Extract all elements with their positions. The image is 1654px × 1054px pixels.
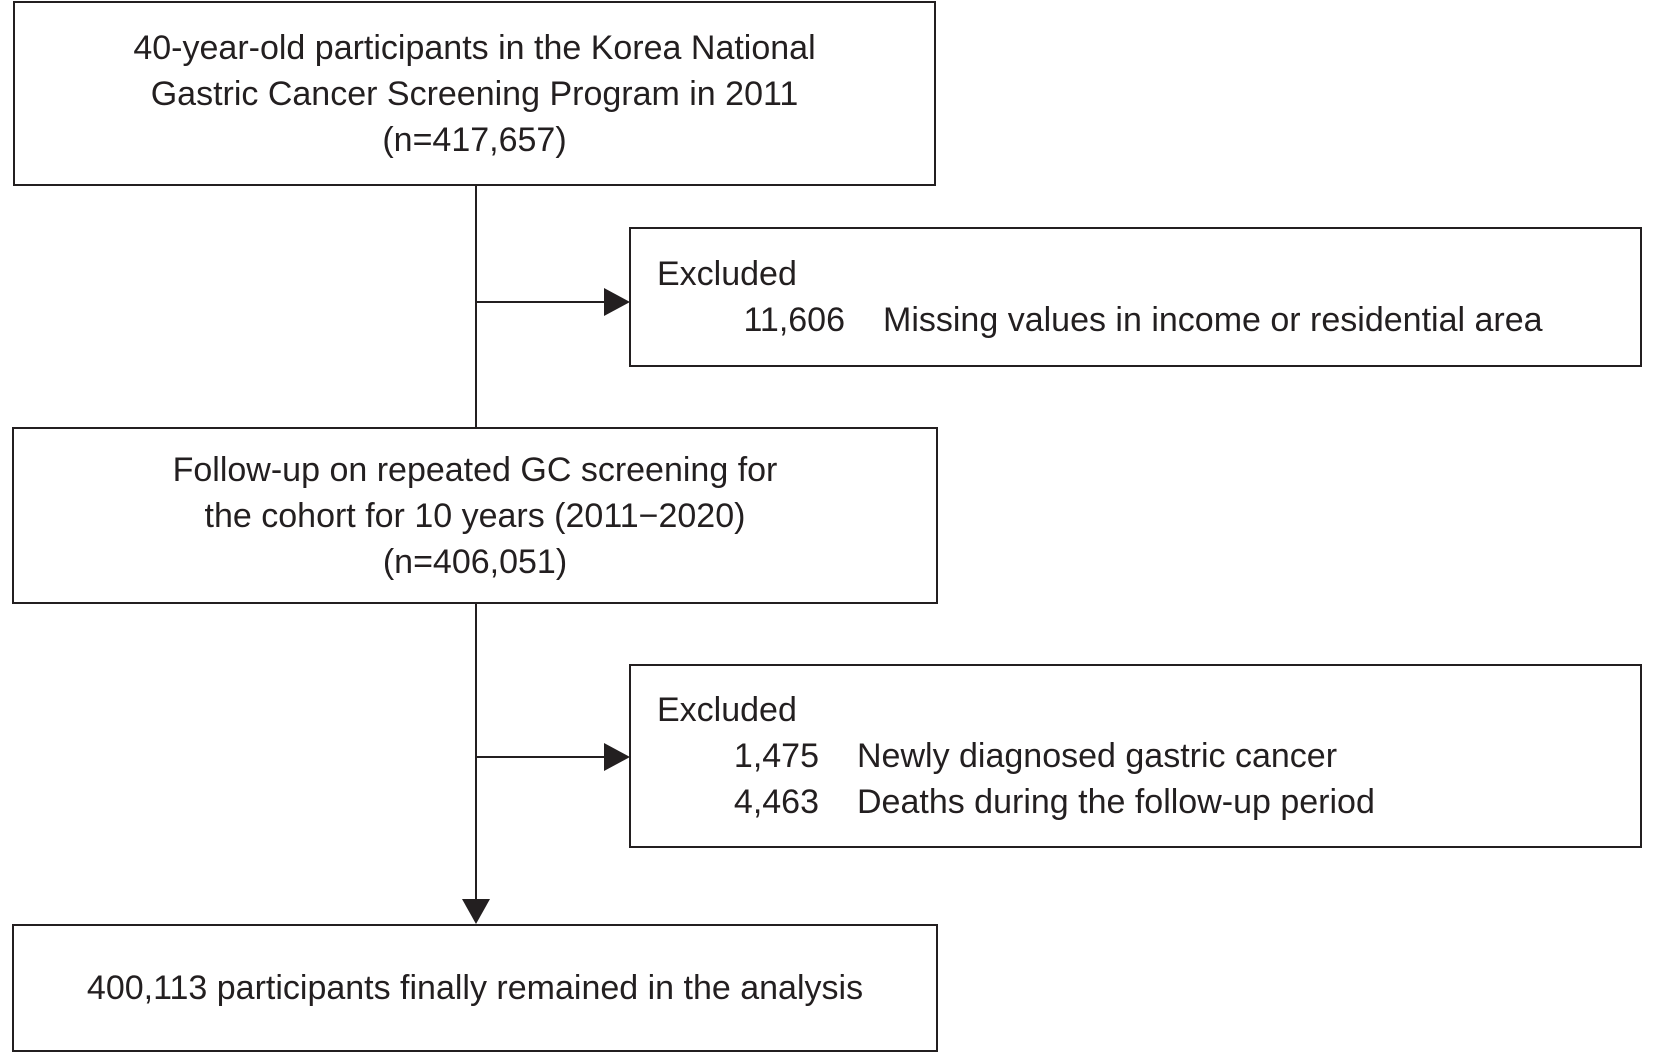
exclusion2-box	[629, 664, 1642, 848]
exclusion1-box	[629, 227, 1642, 367]
arrowhead-exclusion2	[604, 743, 630, 771]
arrowhead-exclusion1	[604, 288, 630, 316]
exclusion2-count-1: 1,475	[733, 737, 819, 775]
start-count: (n=417,657)	[382, 120, 567, 159]
start-box	[13, 1, 936, 186]
exclusion1-reason: Missing values in income or residential area	[883, 301, 1543, 339]
final-text: 400,113 participants finally remained in the analysis	[86, 969, 864, 1007]
followup-line-1: Follow-up on repeated GC screening for	[172, 450, 778, 489]
exclusion2-reason-2: Deaths during the follow-up period	[857, 783, 1375, 821]
exclusion2-count-2: 4,463	[733, 783, 819, 821]
exclusion2-reason-1: Newly diagnosed gastric cancer	[857, 737, 1338, 775]
followup-box	[12, 427, 938, 604]
followup-line-2: the cohort for 10 years (2011−2020)	[204, 496, 746, 535]
exclusion2-item-2	[657, 779, 1640, 825]
exclusion1-count: 11,606	[743, 301, 845, 339]
exclusion1-heading: Excluded	[657, 255, 797, 293]
arrowhead-final	[462, 899, 490, 924]
start-line-1: 40-year-old participants in the Korea National	[133, 28, 816, 67]
exclusion2-item-1	[657, 733, 1640, 779]
final-box	[12, 924, 938, 1052]
exclusion2-heading: Excluded	[657, 691, 797, 729]
followup-count: (n=406,051)	[382, 542, 568, 581]
exclusion1-item	[657, 297, 1640, 343]
start-line-2: Gastric Cancer Screening Program in 2011	[150, 74, 799, 113]
